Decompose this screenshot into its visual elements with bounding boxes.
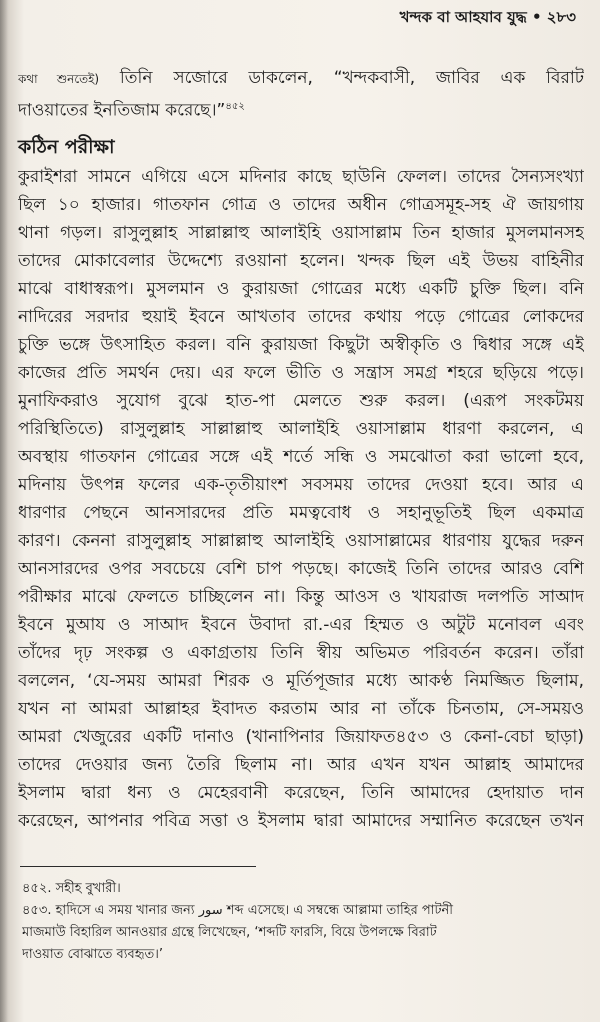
section-heading: কঠিন পরীক্ষা	[18, 135, 115, 158]
body-line: থানা গড়ল। রাসুলুল্লাহ সাল্লাল্লাহু আলাইহি ওয়াসাল্লাম তিন হাজার মুসলমানসহ	[18, 222, 584, 243]
opening-line-2	[18, 93, 584, 125]
body-line: মদিনায় উৎপন্ন ফলের এক-তৃতীয়াংশ সবসময় তাদের দেওয়া হবে। আর এ	[18, 474, 584, 495]
body-line: নাদিরের সরদার হুয়াই ইবনে আখতাব তাদের কথায় পড়ে গোত্রের লোকদের	[18, 306, 584, 327]
body-line: তাদের মোকাবেলার উদ্দেশ্যে রওয়ানা হলেন। খন্দক ছিল এই উভয় বাহিনীর	[18, 250, 584, 271]
body-line: তাঁদের দৃঢ় সংকল্প ও একাগ্রতায় তিনি স্বীয় অভিমত পরিবর্তন করেন। তাঁরা	[18, 642, 584, 663]
body-line: ইবনে মুআয ও সাআদ ইবনে উবাদা রা.-এর হিম্মত ও অটুট মনোবল এবং	[18, 614, 584, 635]
footnote-divider	[20, 866, 256, 867]
body-line: ছিল ১০ হাজার। গাতফান গোত্র ও তাদের অধীন গোত্রসমূহ-সহ ঐ জায়গায়	[18, 194, 584, 215]
section-paragraph	[18, 163, 584, 835]
gutter-shadow	[0, 0, 8, 1022]
body-line: করেছেন, আপনার পবিত্র সত্তা ও ইসলাম দ্বারা আমাদের সম্মানিত করেছেন তখন	[18, 810, 584, 831]
running-head: খন্দক বা আহযাব যুদ্ধ • ২৮৩	[399, 8, 576, 26]
footnotes	[22, 878, 582, 966]
opening-line-1	[18, 64, 584, 93]
body-line: অবস্থায় গাতফান গোত্রের সঙ্গে এই শর্তে সন্ধি ও সমঝোতা করা ভালো হবে,	[18, 446, 584, 467]
footnote-line: মাজমাউ বিহারিল আনওয়ার গ্রন্থে লিখেছেন, ‘শব্দটি ফারসি, বিয়ে উপলক্ষে বিরাট	[22, 925, 437, 940]
opening-line-1-text: তিনি সজোরে ডাকলেন, “খন্দকবাসী, জাবির এক বিরাট	[119, 68, 584, 88]
footnote-line: ৪৫৩. হাদিসে এ সময় খানার জন্য سور শব্দ এসেছে। এ সম্বন্ধে আল্লামা তাহির পাটনী	[22, 903, 454, 918]
body-line: কারণ। কেননা রাসুলুল্লাহ সাল্লাল্লাহু আলাইহি ওয়াসাল্লামের ধারণায় যুদ্ধের দরুন	[18, 530, 584, 551]
body-line: চুক্তি ভঙ্গে উৎসাহিত করল। বনি কুরায়জা কিছুটা অস্বীকৃতি ও দ্বিধার সঙ্গে এই	[18, 334, 584, 355]
footnote-line: দাওয়াত বোঝাতে ব্যবহৃত।’	[22, 947, 163, 962]
body-line: মুনাফিকরাও সুযোগ বুঝে হাত-পা মেলতে শুরু করল। (এরূপ সংকটময়	[18, 390, 584, 411]
page-body	[18, 64, 584, 835]
body-line: মাঝে বাধাস্বরূপ। মুসলমান ও কুরায়জা গোত্রের মধ্যে একটি চুক্তি ছিল। বনি	[18, 278, 584, 299]
body-line: পরিস্থিতিতে) রাসুলুল্লাহ সাল্লাল্লাহু আলাইহি ওয়াসাল্লাম ধারণা করলেন, এ	[18, 418, 584, 439]
body-line: বললেন, ‘যে-সময় আমরা শিরক ও মূর্তিপূজার মধ্যে আকণ্ঠ নিমজ্জিত ছিলাম,	[18, 670, 584, 691]
body-line: যখন না আমরা আল্লাহর ইবাদত করতাম আর না তাঁকে চিনতাম, সে-সময়ও	[18, 698, 584, 719]
opening-lead-fragment: কথা শুনতেই)	[18, 72, 100, 86]
body-line: আনসারদের ওপর সবচেয়ে বেশি চাপ পড়ছে। কাজেই তিনি তাদের আরও বেশি	[18, 558, 584, 579]
body-line: কাজের প্রতি সমর্থন দেয়। এর ফলে ভীতি ও সন্ত্রাস সমগ্র শহরে ছড়িয়ে পড়ে।	[18, 362, 584, 383]
footnote-ref-452: ৪৫২	[225, 101, 245, 112]
body-line: ধারণার পেছনে আনসারদের প্রতি মমত্ববোধ ও সহানুভূতিই ছিল একমাত্র	[18, 502, 584, 523]
footnote-line: ৪৫২. সহীহ বুখারী।	[22, 881, 121, 896]
opening-paragraph	[18, 64, 584, 125]
body-line: পরীক্ষার মাঝে ফেলতে চাচ্ছিলেন না। কিন্তু আওস ও খাযরাজ দলপতি সাআদ	[18, 586, 584, 607]
opening-line-2-text: দাওয়াতের ইনতিজাম করেছে।”	[18, 100, 226, 121]
body-line: তাদের দেওয়ার জন্য তৈরি ছিলাম না। আর এখন যখন আল্লাহ আমাদের	[18, 754, 584, 775]
body-line: আমরা খেজুরের একটি দানাও (খানাপিনার জিয়াফত৪৫৩ ও কেনা-বেচা ছাড়া)	[18, 726, 584, 747]
body-line: কুরাইশরা সামনে এগিয়ে এসে মদিনার কাছে ছাউনি ফেলল। তাদের সৈন্যসংখ্যা	[18, 166, 584, 187]
body-line: ইসলাম দ্বারা ধন্য ও মেহেরবানী করেছেন, তিনি আমাদের হেদায়াত দান	[18, 782, 584, 803]
